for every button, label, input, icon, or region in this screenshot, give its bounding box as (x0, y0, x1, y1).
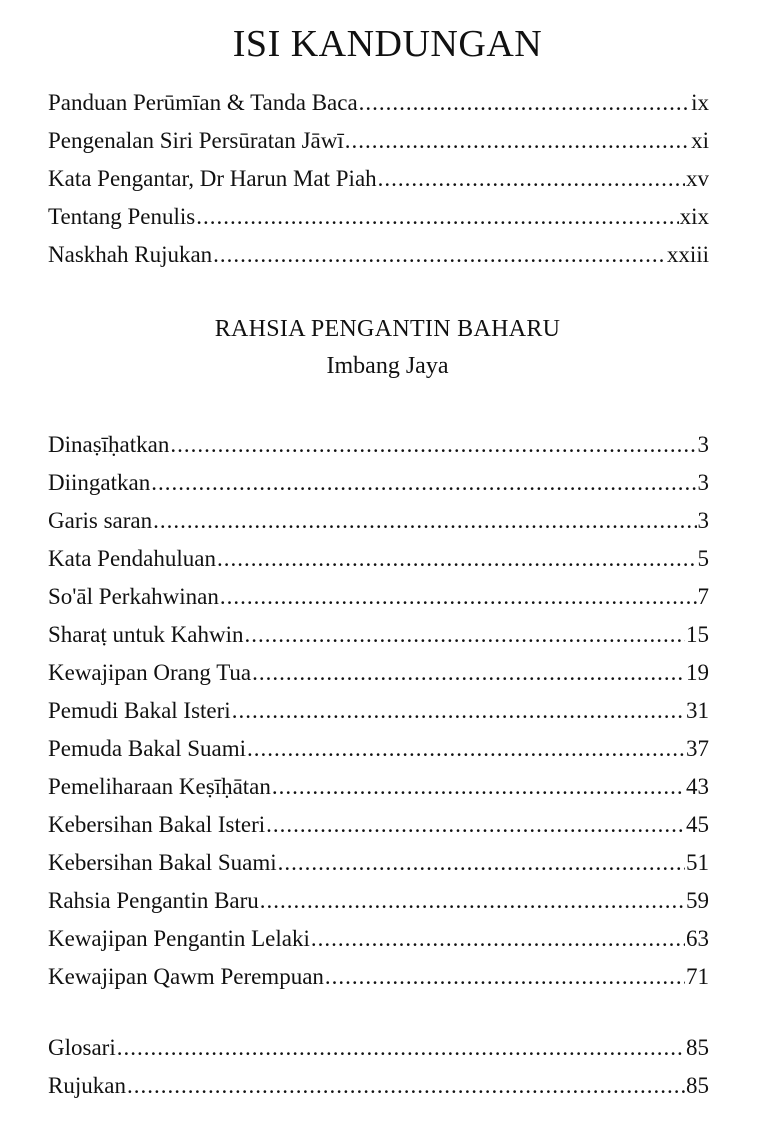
toc-entry-label: Rujukan (48, 1073, 126, 1098)
dot-leader (151, 464, 696, 502)
toc-entry-label: Kata Pendahuluan (48, 546, 216, 571)
book-author: Imbang Jaya (326, 353, 449, 379)
toc-entry-page: 7 (697, 584, 709, 609)
toc-entry-label: Garis saran (48, 508, 153, 533)
toc-entry[interactable] (48, 464, 709, 502)
dot-leader (325, 958, 685, 996)
toc-entry-label: Diingatkan (48, 470, 151, 495)
toc-entry-page: 43 (686, 774, 709, 799)
toc-entry[interactable] (48, 1067, 709, 1105)
toc-entry-page: 3 (697, 470, 709, 495)
page-title: ISI KANDUNGAN (232, 23, 543, 65)
toc-entry-page: xxiii (666, 242, 709, 267)
toc-entry-label: Rahsia Pengantin Baru (48, 888, 259, 913)
dot-leader (266, 806, 685, 844)
toc-entry-page: 85 (686, 1073, 709, 1098)
toc-entry-page: 5 (697, 546, 709, 571)
toc-entry-page: xi (691, 128, 709, 153)
toc-entry-label: Kewajipan Pengantin Lelaki (48, 926, 310, 951)
toc-entry-page: 37 (686, 736, 709, 761)
back-matter-list (48, 1029, 709, 1105)
toc-entry-page: ix (691, 90, 709, 115)
dot-leader (345, 122, 690, 160)
toc-entry-page: 71 (686, 964, 709, 989)
toc-entry-label: Kewajipan Qawm Perempuan (48, 964, 324, 989)
toc-entry[interactable] (48, 236, 709, 274)
toc-entry[interactable] (48, 84, 709, 122)
toc-entry-page: 19 (686, 660, 709, 685)
toc-entry[interactable] (48, 882, 709, 920)
toc-entry[interactable] (48, 654, 709, 692)
toc-entry-label: Pemudi Bakal Isteri (48, 698, 231, 723)
toc-entry-page: 31 (686, 698, 709, 723)
dot-leader (378, 160, 685, 198)
toc-entry-label: Naskhah Rujukan (48, 242, 213, 267)
toc-entry-page: 3 (697, 432, 709, 457)
toc-entry-page: 63 (686, 926, 709, 951)
dot-leader (217, 540, 697, 578)
book-title: RAHSIA PENGANTIN BAHARU (214, 316, 561, 342)
toc-entry[interactable] (48, 540, 709, 578)
front-matter-list (48, 84, 709, 274)
dot-leader (196, 198, 678, 236)
toc-entry[interactable] (48, 806, 709, 844)
toc-entry-label: Panduan Perūmīan & Tanda Baca (48, 90, 358, 115)
toc-entry-label: Glosari (48, 1035, 116, 1060)
toc-entry-label: Kata Pengantar, Dr Harun Mat Piah (48, 166, 377, 191)
toc-entry-page: 3 (697, 508, 709, 533)
toc-entry-label: Tentang Penulis (48, 204, 196, 229)
toc-entry[interactable] (48, 920, 709, 958)
toc-entry-label: Kebersihan Bakal Isteri (48, 812, 266, 837)
chapter-list (48, 426, 709, 996)
dot-leader (260, 882, 685, 920)
dot-leader (117, 1029, 685, 1067)
toc-entry-label: Dinaṣīḥatkan (48, 432, 170, 457)
dot-leader (127, 1067, 685, 1105)
toc-entry[interactable] (48, 958, 709, 996)
toc-entry-page: 51 (686, 850, 709, 875)
toc-entry-page: 15 (686, 622, 709, 647)
dot-leader (311, 920, 685, 958)
toc-entry[interactable] (48, 578, 709, 616)
toc-entry[interactable] (48, 122, 709, 160)
dot-leader (170, 426, 696, 464)
toc-entry-label: Sharaṭ untuk Kahwin (48, 622, 244, 647)
dot-leader (213, 236, 666, 274)
dot-leader (247, 730, 685, 768)
toc-entry-label: So'āl Perkahwinan (48, 584, 219, 609)
toc-entry[interactable] (48, 768, 709, 806)
toc-entry[interactable] (48, 616, 709, 654)
toc-entry-label: Pemuda Bakal Suami (48, 736, 247, 761)
toc-entry[interactable] (48, 1029, 709, 1067)
dot-leader (359, 84, 690, 122)
toc-entry-page: 85 (686, 1035, 709, 1060)
dot-leader (220, 578, 697, 616)
dot-leader (232, 692, 685, 730)
dot-leader (153, 502, 696, 540)
toc-entry[interactable] (48, 160, 709, 198)
toc-entry-label: Kewajipan Orang Tua (48, 660, 252, 685)
toc-entry-page: xix (679, 204, 709, 229)
toc-entry[interactable] (48, 730, 709, 768)
toc-entry[interactable] (48, 198, 709, 236)
toc-entry-page: xv (686, 166, 709, 191)
toc-entry-page: 45 (686, 812, 709, 837)
dot-leader (244, 616, 685, 654)
toc-entry[interactable] (48, 426, 709, 464)
dot-leader (252, 654, 685, 692)
toc-entry-label: Kebersihan Bakal Suami (48, 850, 277, 875)
toc-entry[interactable] (48, 502, 709, 540)
toc-entry[interactable] (48, 692, 709, 730)
toc-entry-label: Pemeliharaan Keṣīḥātan (48, 774, 271, 799)
toc-entry-page: 59 (686, 888, 709, 913)
dot-leader (272, 768, 685, 806)
toc-entry[interactable] (48, 844, 709, 882)
dot-leader (278, 844, 685, 882)
toc-entry-label: Pengenalan Siri Persūratan Jāwī (48, 128, 344, 153)
